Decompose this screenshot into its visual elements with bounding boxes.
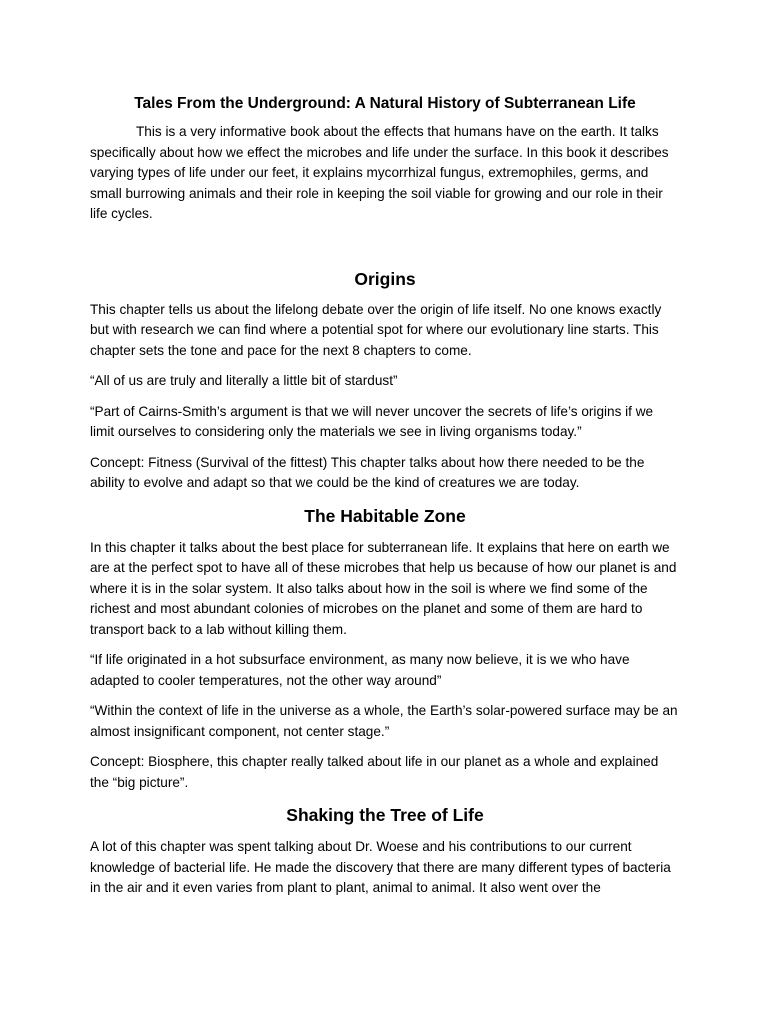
tree-of-life-paragraph-summary: A lot of this chapter was spent talking about Dr. Woese and his contributions to our current knowledge of bacterial life. He made the discovery that there are many different types of bacteria in the air and it even varies from plant to plant, animal to animal. It also went over the — [90, 839, 671, 895]
habitable-zone-quote-universe: “Within the context of life in the universe as a whole, the Earth’s solar-powered surface may be an almost insignificant component, not center stage.” — [90, 703, 678, 739]
habitable-zone-paragraph-summary: In this chapter it talks about the best place for subterranean life. It explains that here on earth we are at the perfect spot to have all of these microbes that help us because of how our planet is and where it is in the solar system. It also talks about how in the soil is where we find some of the richest and most abundant colonies of microbes on the planet and some of them are hard to transport back to a lab without killing them. — [90, 539, 677, 637]
origins-concept: Concept: Fitness (Survival of the fittest) This chapter talks about how there needed to be the ability to evolve and adapt so that we could be the kind of creatures we are today. — [90, 454, 645, 490]
section-heading-tree-of-life: Shaking the Tree of Life — [286, 805, 484, 825]
intro-paragraph: This is a very informative book about the effects that humans have on the earth. It talks specifically about how we effect the microbes and life under the surface. In this book it describes varying types of life under our feet, it explains mycorrhizal fungus, extremophiles, germs, and small burrowing animals and their role in keeping the soil viable for growing and our role in their life cycles. — [90, 124, 669, 221]
section-heading-origins: Origins — [354, 268, 416, 289]
habitable-zone-quote-origin: “If life originated in a hot subsurface environment, as many now believe, it is we who have adapted to cooler temperatures, not the other way around” — [90, 652, 630, 688]
origins-quote-stardust: “All of us are truly and literally a little bit of stardust” — [90, 373, 398, 388]
document-title: Tales From the Underground: A Natural History of Subterranean Life — [134, 95, 636, 112]
habitable-zone-concept: Concept: Biosphere, this chapter really talked about life in our planet as a whole and explained the “big picture”. — [90, 754, 659, 790]
origins-quote-cairns-smith: “Part of Cairns-Smith’s argument is that we will never uncover the secrets of life’s origins if we limit ourselves to considering only the materials we see in living organisms today.” — [90, 403, 654, 439]
document-body — [90, 94, 680, 899]
origins-paragraph-summary: This chapter tells us about the lifelong debate over the origin of life itself. No one knows exactly but with research we can find where a potential spot for where our evolutionary line starts. This chapter sets the tone and pace for the next 8 chapters to come. — [90, 301, 662, 358]
section-heading-habitable-zone: The Habitable Zone — [304, 505, 466, 526]
